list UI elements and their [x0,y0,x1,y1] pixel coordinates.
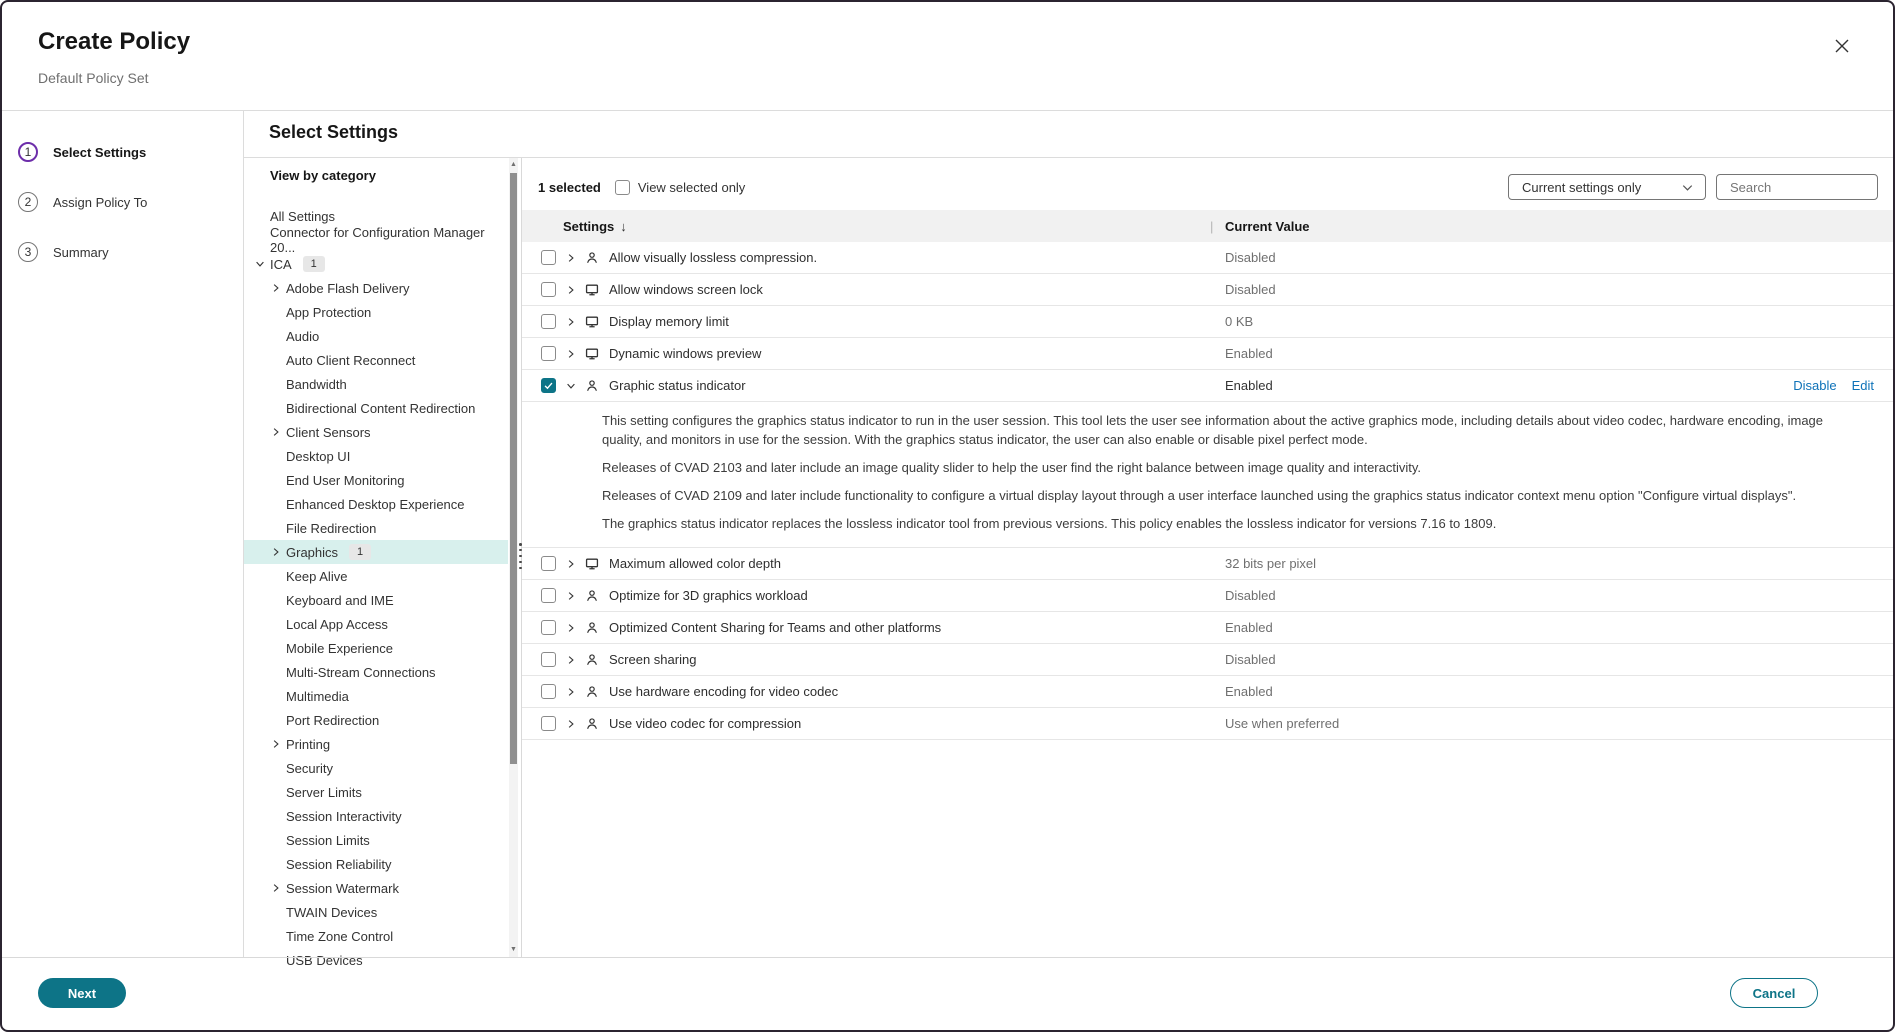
dialog-footer [2,957,1893,1030]
next-button[interactable]: Next [38,978,126,1008]
category-label: Time Zone Control [286,928,394,944]
setting-row-allow-windows-screen-lock [522,274,1893,306]
category-item-audio[interactable] [244,324,508,348]
category-item-printing[interactable] [244,732,508,756]
setting-row-use-video-codec-for-compression [522,708,1893,740]
setting-row-dynamic-windows-preview [522,338,1893,370]
setting-label: Use video codec for compression [609,716,802,731]
category-label: Connector for Configuration Manager 20... [270,225,485,255]
count-badge: 1 [349,544,371,560]
step-assign-policy-to[interactable] [18,189,243,215]
setting-checkbox-checked[interactable] [541,378,556,393]
chevron-right-icon[interactable] [270,737,286,751]
settings-column-header[interactable]: Settings ↓ [563,218,627,234]
chevron-right-icon[interactable] [270,881,286,895]
setting-row-maximum-allowed-color-depth [522,548,1893,580]
category-label: Enhanced Desktop Experience [286,496,465,512]
setting-value: Enabled [1225,378,1273,393]
search-input[interactable] [1716,174,1878,200]
category-item-server-limits[interactable] [244,780,508,804]
setting-checkbox[interactable] [541,652,556,667]
chevron-right-icon[interactable] [565,347,579,361]
category-label: USB Devices [286,952,363,968]
category-item-session-reliability[interactable] [244,852,508,876]
disable-link[interactable]: Disable [1793,378,1837,393]
setting-checkbox[interactable] [541,314,556,329]
category-item-session-limits[interactable] [244,828,508,852]
chevron-right-icon[interactable] [270,281,286,295]
category-item-auto-client-reconnect[interactable] [244,348,508,372]
category-label: Keyboard and IME [286,592,394,608]
sort-descending-icon: ↓ [620,218,627,234]
category-item-twain-devices[interactable] [244,900,508,924]
step-summary[interactable] [18,239,243,265]
setting-checkbox[interactable] [541,588,556,603]
category-label: Bidirectional Content Redirection [286,400,476,416]
setting-checkbox[interactable] [541,250,556,265]
setting-description [522,402,1893,548]
table-toolbar [522,158,1893,210]
setting-value: Disabled [1225,282,1276,297]
category-label: End User Monitoring [286,472,405,488]
category-item-adobe-flash-delivery[interactable] [244,276,508,300]
setting-value: Use when preferred [1225,716,1340,731]
category-item-bidirectional-content-redirection[interactable] [244,396,508,420]
setting-label: Maximum allowed color depth [609,556,781,571]
category-item-ica[interactable] [244,252,508,276]
chevron-down-icon[interactable] [565,379,579,393]
settings-table-pane [522,158,1893,957]
setting-row-screen-sharing [522,644,1893,676]
setting-value: 32 bits per pixel [1225,556,1317,571]
category-label: Session Reliability [286,856,392,872]
step-number-badge: 2 [18,192,38,212]
setting-row-optimized-content-sharing-for-teams-and-other-platforms [522,612,1893,644]
category-item-end-user-monitoring[interactable] [244,468,508,492]
category-item-mobile-experience[interactable] [244,636,508,660]
category-item-bandwidth[interactable] [244,372,508,396]
category-item-multimedia[interactable] [244,684,508,708]
column-divider: | [1210,218,1214,234]
setting-value: Disabled [1225,250,1276,265]
setting-value: Disabled [1225,652,1276,667]
filter-dropdown-value: Current settings only [1522,179,1642,195]
scrollbar-thumb[interactable] [510,173,517,764]
panel-resize-handle[interactable] [519,543,524,569]
setting-checkbox[interactable] [541,556,556,571]
user-scope-icon [585,684,600,699]
selected-count: 1 selected [538,179,601,195]
edit-link[interactable]: Edit [1851,378,1874,393]
description-paragraph: The graphics status indicator replaces the lossless indicator tool from previous versions. This policy enables the lossless indicator for versions 7.16 to 1809. [602,516,1497,531]
setting-label: Display memory limit [609,314,729,329]
setting-label: Graphic status indicator [609,378,746,393]
close-icon[interactable] [1831,32,1859,60]
category-label: Keep Alive [286,568,348,584]
setting-row-optimize-for-3d-graphics-workload [522,580,1893,612]
category-label: Session Watermark [286,880,399,896]
view-selected-only-label: View selected only [637,179,746,195]
user-scope-icon [585,620,600,635]
main-area [244,111,1893,968]
category-label: Graphics [286,544,339,560]
chevron-right-icon[interactable] [565,557,579,571]
row-actions [1793,378,1874,393]
page-title: Create Policy [38,28,191,55]
category-item-local-app-access[interactable] [244,612,508,636]
category-item-keep-alive[interactable] [244,564,508,588]
category-item-client-sensors[interactable] [244,420,508,444]
scroll-down-icon[interactable]: ▼ [510,946,517,953]
user-scope-icon [585,716,600,731]
setting-label: Optimize for 3D graphics workload [609,588,808,603]
view-by-category-label: View by category [270,168,376,183]
setting-checkbox[interactable] [541,346,556,361]
section-heading: Select Settings [244,111,1893,158]
setting-row-allow-visually-lossless-compression [522,242,1893,274]
setting-row-graphic-status-indicator [522,370,1893,402]
category-item-session-interactivity[interactable] [244,804,508,828]
setting-label: Optimized Content Sharing for Teams and other platforms [609,620,942,635]
category-label: Session Interactivity [286,808,402,824]
sidebar-scrollbar[interactable] [509,158,518,957]
category-label: Auto Client Reconnect [286,352,416,368]
setting-row-use-hardware-encoding-for-video-codec [522,676,1893,708]
category-label: Client Sensors [286,424,371,440]
category-label: Desktop UI [286,448,351,464]
setting-label: Dynamic windows preview [609,346,762,361]
category-item-session-watermark[interactable] [244,876,508,900]
category-label: Bandwidth [286,376,347,392]
category-sidebar [244,158,522,968]
chevron-down-icon [1680,180,1695,195]
category-item-enhanced-desktop-experience[interactable] [244,492,508,516]
category-item-security[interactable] [244,756,508,780]
chevron-right-icon[interactable] [270,545,286,559]
settings-rows [522,242,1893,957]
category-item-file-redirection[interactable] [244,516,508,540]
step-label: Select Settings [53,144,147,160]
user-scope-icon [585,652,600,667]
category-label: Port Redirection [286,712,380,728]
step-label: Summary [53,244,109,260]
setting-value: Enabled [1225,620,1273,635]
setting-checkbox[interactable] [541,716,556,731]
category-item-connector-for-configuration-manager-20[interactable] [244,225,508,255]
setting-row-display-memory-limit [522,306,1893,338]
category-label: Session Limits [286,832,370,848]
description-paragraph: Releases of CVAD 2109 and later include functionality to configure a virtual display layout through a user interface launched using the graphics status indicator context menu option "Configure virtual displays". [602,488,1797,503]
dialog-body [2,111,1893,968]
table-header-row [522,210,1893,242]
policy-set-subtitle: Default Policy Set [38,70,149,86]
wizard-stepper [2,111,244,957]
category-item-desktop-ui[interactable] [244,444,508,468]
category-list [244,204,508,972]
chevron-right-icon[interactable] [270,425,286,439]
monitor-scope-icon [585,282,600,297]
monitor-scope-icon [585,314,600,329]
description-paragraph: Releases of CVAD 2103 and later include an image quality slider to help the user find the right balance between image quality and interactivity. [602,460,1421,475]
chevron-right-icon[interactable] [565,717,579,731]
chevron-right-icon[interactable] [565,315,579,329]
setting-checkbox[interactable] [541,684,556,699]
chevron-right-icon[interactable] [565,589,579,603]
setting-label: Allow visually lossless compression. [609,250,818,265]
category-label: Mobile Experience [286,640,393,656]
user-scope-icon [585,250,600,265]
user-scope-icon [585,378,600,393]
category-label: Server Limits [286,784,362,800]
step-number-badge: 3 [18,242,38,262]
category-item-port-redirection[interactable] [244,708,508,732]
chevron-right-icon[interactable] [565,621,579,635]
step-select-settings[interactable] [18,139,243,165]
monitor-scope-icon [585,556,600,571]
category-label: Multi-Stream Connections [286,664,436,680]
chevron-right-icon[interactable] [565,283,579,297]
setting-value: Disabled [1225,588,1276,603]
category-label: TWAIN Devices [286,904,378,920]
monitor-scope-icon [585,346,600,361]
setting-value: 0 KB [1225,314,1254,329]
chevron-down-icon[interactable] [254,257,270,271]
scroll-up-icon[interactable]: ▲ [510,161,517,168]
setting-checkbox[interactable] [541,620,556,635]
category-label: ICA [270,256,292,272]
category-item-multi-stream-connections[interactable] [244,660,508,684]
count-badge: 1 [303,256,325,272]
category-item-keyboard-and-ime[interactable] [244,588,508,612]
category-label: All Settings [270,208,336,224]
category-item-time-zone-control[interactable] [244,924,508,948]
setting-label: Allow windows screen lock [609,282,763,297]
step-number-badge: 1 [18,142,38,162]
category-item-app-protection[interactable] [244,300,508,324]
setting-label: Use hardware encoding for video codec [609,684,839,699]
description-paragraph: This setting configures the graphics status indicator to run in the user session. This tool lets the user see information about the active graphics mode, including details about video codec, hardware encoding, image quality, and monitors in use for the session. With the graphics status indicator, the user can also enable or disable pixel perfect mode. [602,413,1824,447]
category-label: Audio [286,328,320,344]
view-selected-only-checkbox[interactable] [615,180,630,195]
setting-value: Enabled [1225,684,1273,699]
category-label: Local App Access [286,616,388,632]
category-label: Adobe Flash Delivery [286,280,410,296]
chevron-right-icon[interactable] [565,251,579,265]
step-label: Assign Policy To [53,194,148,210]
setting-label: Screen sharing [609,652,697,667]
setting-checkbox[interactable] [541,282,556,297]
chevron-right-icon[interactable] [565,653,579,667]
category-item-graphics[interactable] [244,540,508,564]
chevron-right-icon[interactable] [565,685,579,699]
user-scope-icon [585,588,600,603]
dialog-header [2,2,1893,111]
category-label: Security [286,760,333,776]
current-value-column-header: Current Value [1225,218,1310,234]
category-label: Printing [286,736,331,752]
cancel-button[interactable]: Cancel [1730,978,1818,1008]
category-label: File Redirection [286,520,377,536]
category-label: App Protection [286,304,372,320]
category-label: Multimedia [286,688,349,704]
setting-value: Enabled [1225,346,1273,361]
settings-filter-dropdown[interactable] [1508,174,1706,200]
